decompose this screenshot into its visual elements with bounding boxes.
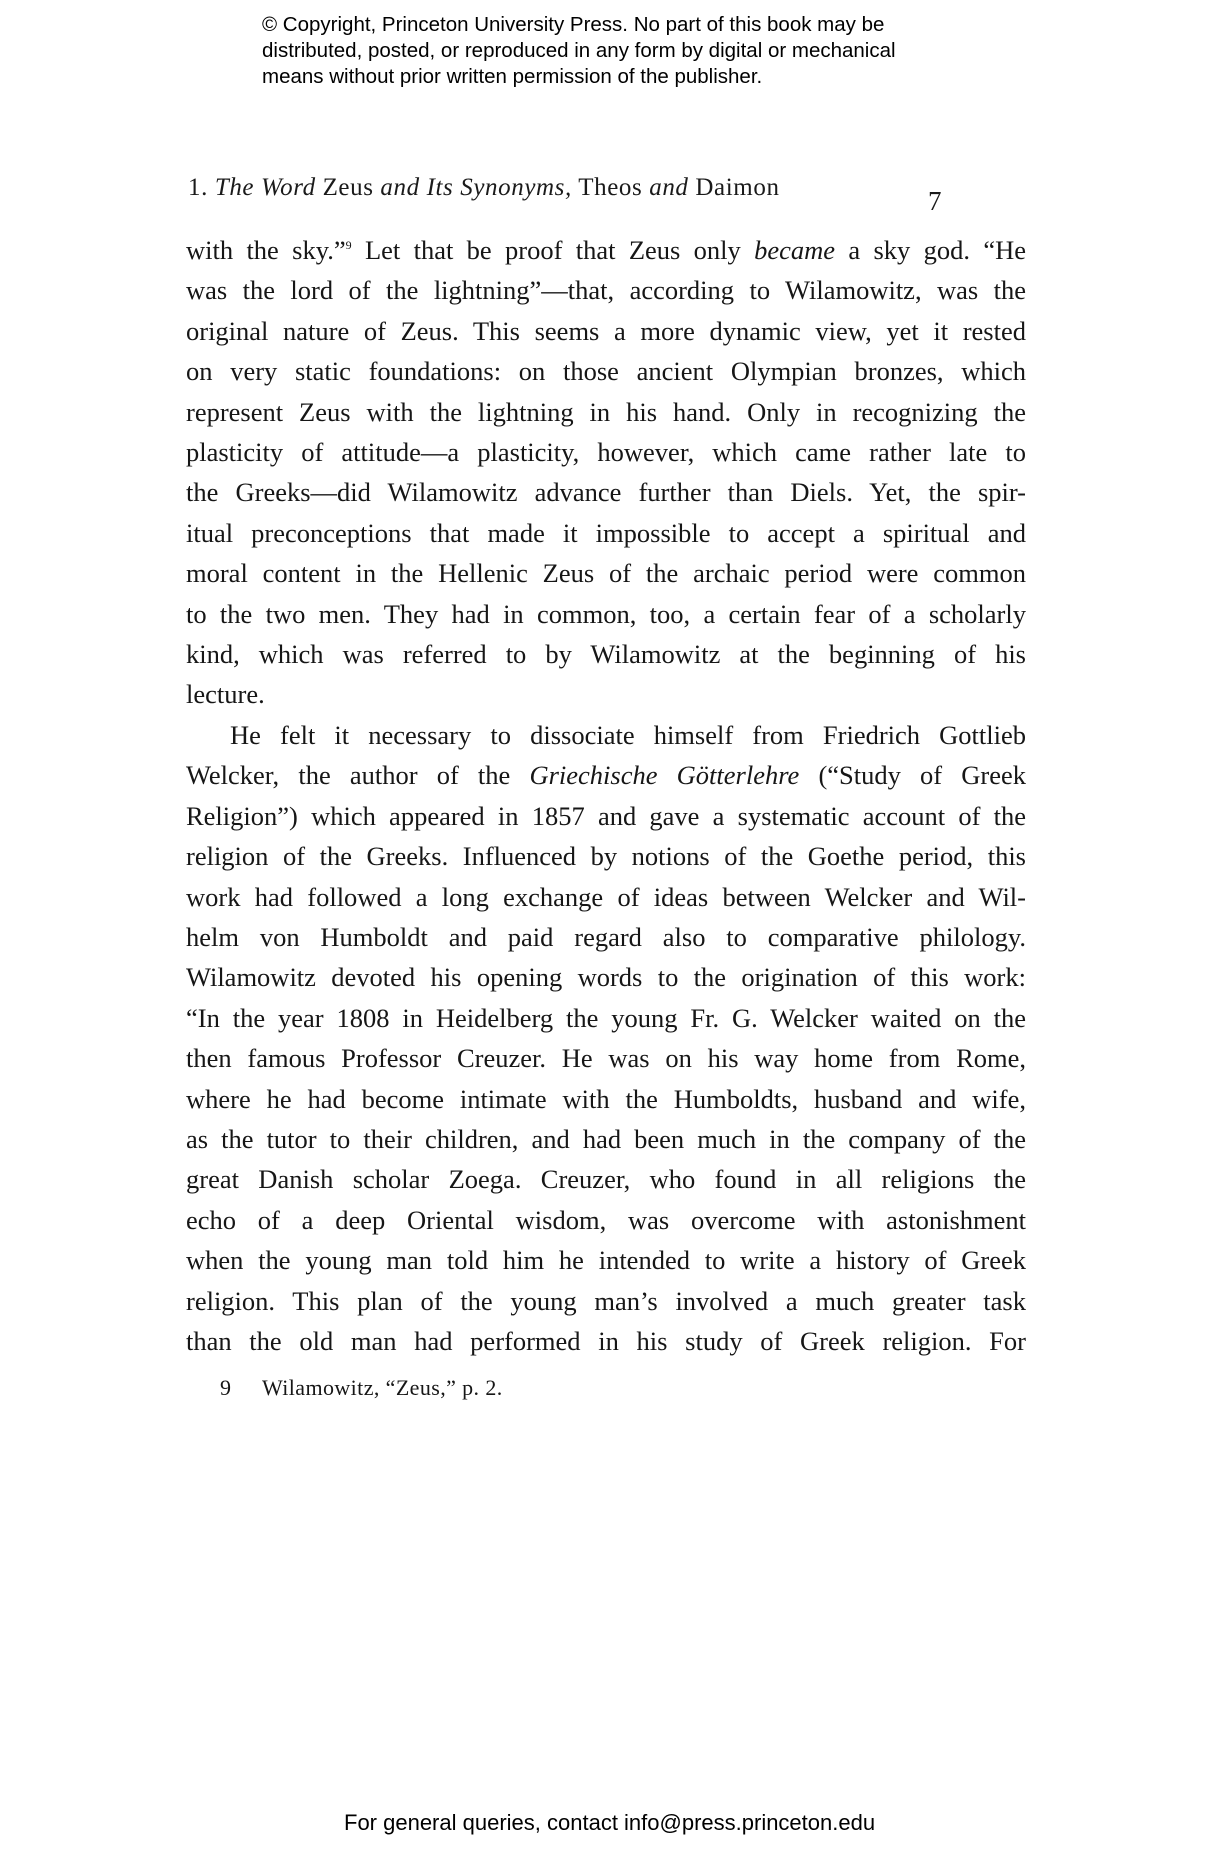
running-head-title-part: The Word <box>214 174 316 201</box>
text-line: religion of the Greeks. Influenced by notions of the Goethe period, this <box>186 841 1026 872</box>
text-line: itual preconceptions that made it impossible to accept a spiritual and <box>186 517 1026 548</box>
body-text <box>186 230 1026 1361</box>
text-run: a sky god. “He <box>835 235 1026 265</box>
text-line: represent Zeus with the lightning in his hand. Only in recognizing the <box>186 396 1026 427</box>
footnote <box>220 1375 503 1401</box>
text-line: He felt it necessary to dissociate himself from Friedrich Gottlieb <box>230 719 1026 750</box>
text-line: religion. This plan of the young man’s involved a much greater task <box>186 1285 1026 1316</box>
text-line: Religion”) which appeared in 1857 and gave a systematic account of the <box>186 800 1026 831</box>
running-head <box>188 174 948 202</box>
running-head-title-part: and Its Synonyms, <box>380 174 572 201</box>
text-line: to the two men. They had in common, too, a certain fear of a scholarly <box>186 598 1026 629</box>
text-line: kind, which was referred to by Wilamowitz at the beginning of his <box>186 639 1026 670</box>
text-run: Welcker, the author of the <box>186 760 530 791</box>
text-line: work had followed a long exchange of ideas between Welcker and Wil- <box>186 881 1026 912</box>
running-head-title-part: and <box>649 174 689 201</box>
text-line: when the young man told him he intended to write a history of Greek <box>186 1245 1026 1276</box>
copyright-line: means without prior written permission of the publisher. <box>262 65 763 88</box>
text-line: was the lord of the lightning”—that, according to Wilamowitz, was the <box>186 275 1026 306</box>
text-line: Wilamowitz devoted his opening words to the origination of this work: <box>186 962 1026 993</box>
running-head-title-part: Zeus <box>322 174 374 201</box>
running-head-title-part: Theos <box>578 174 643 201</box>
text-line: lecture. <box>186 679 265 710</box>
footnote-number: 9 <box>220 1375 232 1400</box>
copyright-line: distributed, posted, or reproduced in any form by digital or mechanical <box>262 39 896 62</box>
copyright-notice <box>262 12 1022 90</box>
emphasis: became <box>754 235 836 265</box>
text-line: on very static foundations: on those ancient Olympian bronzes, which <box>186 356 1026 387</box>
text-run: with the sky.” <box>186 235 346 265</box>
footnote-reference: 9 <box>345 238 352 252</box>
text-line <box>186 230 1026 270</box>
text-line: the Greeks—did Wilamowitz advance further than Diels. Yet, the spir- <box>186 477 1026 508</box>
text-line: “In the year 1808 in Heidelberg the young Fr. G. Welcker waited on the <box>186 1002 1026 1033</box>
copyright-line: © Copyright, Princeton University Press. No part of this book may be <box>262 13 885 36</box>
page-number: 7 <box>928 186 942 216</box>
footer-contact: For general queries, contact info@press.princeton.edu <box>344 1810 876 1835</box>
text-line: helm von Humboldt and paid regard also to comparative philology. <box>186 921 1026 952</box>
text-line: original nature of Zeus. This seems a more dynamic view, yet it rested <box>186 315 1026 346</box>
text-line: great Danish scholar Zoega. Creuzer, who found in all religions the <box>186 1164 1026 1195</box>
text-line <box>186 755 1026 795</box>
text-line: then famous Professor Creuzer. He was on his way home from Rome, <box>186 1043 1026 1074</box>
text-line: than the old man had performed in his study of Greek religion. For <box>186 1325 1026 1356</box>
chapter-number: 1. <box>188 174 208 201</box>
text-line: echo of a deep Oriental wisdom, was overcome with astonishment <box>186 1204 1026 1235</box>
footnote-text: Wilamowitz, “Zeus,” p. 2. <box>262 1375 503 1400</box>
text-run: Let that be proof that Zeus only <box>351 235 755 265</box>
book-title: Griechische Götterlehre <box>529 760 800 791</box>
running-head-title-part: Daimon <box>695 174 780 201</box>
text-line: where he had become intimate with the Humboldts, husband and wife, <box>186 1083 1026 1114</box>
text-line: as the tutor to their children, and had been much in the company of the <box>186 1123 1026 1154</box>
text-line: plasticity of attitude—a plasticity, however, which came rather late to <box>186 437 1026 468</box>
text-line: moral content in the Hellenic Zeus of the archaic period were common <box>186 558 1026 589</box>
text-run: (“Study of Greek <box>799 760 1026 791</box>
